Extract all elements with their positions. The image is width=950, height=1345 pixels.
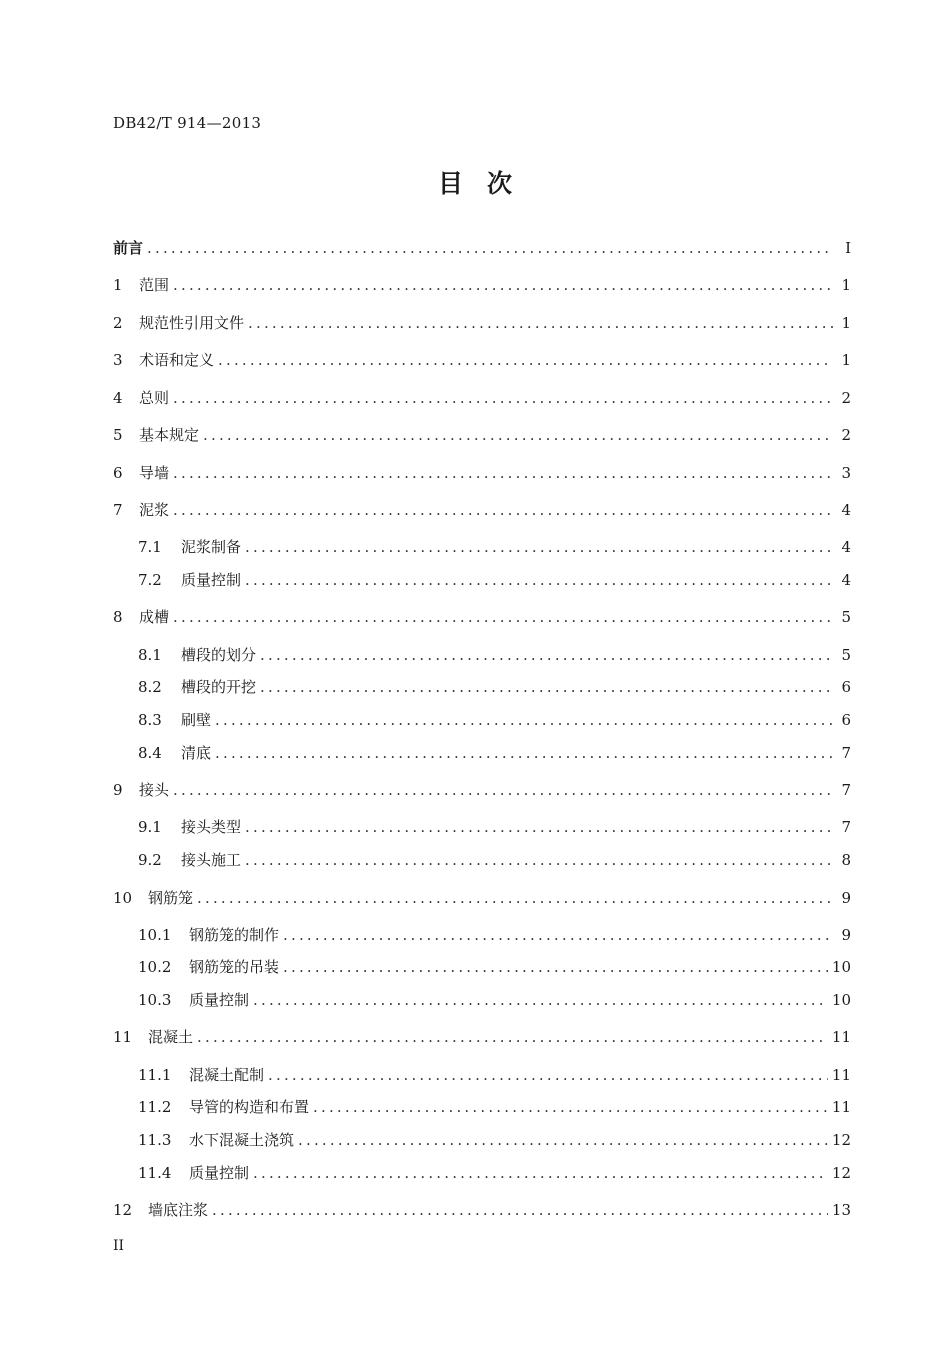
toc-entry-page: 5 xyxy=(841,608,851,626)
toc-entry-label: 混凝土配制 xyxy=(189,1066,265,1084)
toc-entry-number: 8.1 xyxy=(138,646,162,664)
toc-entry-label: 质量控制 xyxy=(189,991,250,1009)
toc-entry-number: 2 xyxy=(113,314,123,332)
toc-subentry[interactable] xyxy=(138,924,851,946)
toc-leader-dots xyxy=(173,274,833,296)
toc-entry-number: 8 xyxy=(113,608,123,626)
toc-leader-dots xyxy=(173,606,833,628)
toc-entry[interactable] xyxy=(113,387,851,409)
toc-subentry[interactable] xyxy=(138,569,851,591)
toc-leader-dots xyxy=(253,989,828,1011)
toc-subentry[interactable] xyxy=(138,1129,851,1151)
toc-entry-number: 8.3 xyxy=(138,711,162,729)
toc-entry-number: 4 xyxy=(113,389,123,407)
toc-entry-page: 6 xyxy=(841,711,851,729)
toc-entry-label: 质量控制 xyxy=(189,1164,250,1182)
toc-entry-label: 泥浆 xyxy=(139,501,170,519)
toc-entry-page: 6 xyxy=(841,678,851,696)
toc-entry-label: 导管的构造和布置 xyxy=(189,1098,310,1116)
toc-entry-label: 范围 xyxy=(139,276,170,294)
toc-entry[interactable] xyxy=(113,887,851,909)
toc-entry-label: 刷壁 xyxy=(181,711,212,729)
toc-entry-number: 11.4 xyxy=(138,1164,172,1182)
toc-entry-page: 12 xyxy=(831,1164,851,1182)
toc-entry-page: 7 xyxy=(841,781,851,799)
document-code: DB42/T 914—2013 xyxy=(113,114,262,132)
toc-entry-page: I xyxy=(845,239,851,257)
toc-entry-label: 规范性引用文件 xyxy=(139,314,245,332)
toc-entry-number: 9 xyxy=(113,781,123,799)
toc-entry[interactable] xyxy=(113,237,851,259)
toc-subentry[interactable] xyxy=(138,1096,851,1118)
toc-leader-dots xyxy=(260,644,833,666)
toc-leader-dots xyxy=(260,676,833,698)
toc-leader-dots xyxy=(253,1162,828,1184)
toc-entry-number: 11 xyxy=(113,1028,133,1046)
toc-subentry[interactable] xyxy=(138,536,851,558)
toc-entry-number: 7.2 xyxy=(138,571,162,589)
toc-leader-dots xyxy=(268,1064,828,1086)
toc-leader-dots xyxy=(313,1096,828,1118)
toc-entry-number: 7.1 xyxy=(138,538,162,556)
toc-title-char-1: 目 xyxy=(437,169,463,198)
toc-entry-number: 10.1 xyxy=(138,926,172,944)
toc-entry-label: 槽段的划分 xyxy=(181,646,257,664)
toc-leader-dots xyxy=(215,709,833,731)
toc-entry-number: 8.4 xyxy=(138,744,162,762)
toc-subentry[interactable] xyxy=(138,1064,851,1086)
toc-entry-page: 11 xyxy=(831,1028,851,1046)
toc-entry-label: 基本规定 xyxy=(139,426,200,444)
toc-leader-dots xyxy=(298,1129,828,1151)
toc-leader-dots xyxy=(173,462,833,484)
toc-leader-dots xyxy=(248,312,833,334)
toc-entry-page: 1 xyxy=(841,314,851,332)
toc-entry-label: 钢筋笼的吊装 xyxy=(189,958,280,976)
toc-entry-page: 3 xyxy=(841,464,851,482)
toc-entry-label: 成槽 xyxy=(139,608,170,626)
toc-entry-label: 导墙 xyxy=(139,464,170,482)
toc-entry-label: 接头施工 xyxy=(181,851,242,869)
toc-subentry[interactable] xyxy=(138,644,851,666)
toc-entry-number: 10.3 xyxy=(138,991,172,1009)
toc-entry-number: 10 xyxy=(113,889,133,907)
toc-subentry[interactable] xyxy=(138,742,851,764)
toc-entry-page: 9 xyxy=(841,889,851,907)
toc-entry-label: 钢筋笼的制作 xyxy=(189,926,280,944)
toc-entry-number: 12 xyxy=(113,1201,133,1219)
toc-entry-page: 2 xyxy=(841,389,851,407)
toc-entry-number: 9.1 xyxy=(138,818,162,836)
toc-entry-page: 1 xyxy=(841,276,851,294)
toc-entry-number: 10.2 xyxy=(138,958,172,976)
toc-leader-dots xyxy=(283,956,828,978)
toc-subentry[interactable] xyxy=(138,849,851,871)
toc-entry[interactable] xyxy=(113,1026,851,1048)
toc-entry-page: 5 xyxy=(841,646,851,664)
toc-entry[interactable] xyxy=(113,349,851,371)
toc-entry-label: 钢筋笼 xyxy=(148,889,194,907)
toc-entry-label: 槽段的开挖 xyxy=(181,678,257,696)
toc-entry-number: 11.2 xyxy=(138,1098,172,1116)
toc-entry-label: 泥浆制备 xyxy=(181,538,242,556)
toc-entry-number: 7 xyxy=(113,501,123,519)
toc-entry-number: 1 xyxy=(113,276,123,294)
toc-leader-dots xyxy=(215,742,833,764)
toc-leader-dots xyxy=(283,924,833,946)
toc-entry-label: 混凝土 xyxy=(148,1028,194,1046)
toc-entry-number: 9.2 xyxy=(138,851,162,869)
toc-entry-number: 3 xyxy=(113,351,123,369)
toc-leader-dots xyxy=(245,536,833,558)
toc-entry-label: 前言 xyxy=(113,239,144,257)
toc-entry[interactable] xyxy=(113,499,851,521)
page-number: II xyxy=(113,1238,125,1254)
toc-entry-page: 7 xyxy=(841,818,851,836)
toc-entry-number: 11.3 xyxy=(138,1131,172,1149)
toc-entry-page: 8 xyxy=(841,851,851,869)
toc-leader-dots xyxy=(197,1026,828,1048)
toc-entry-page: 4 xyxy=(841,501,851,519)
toc-entry-number: 6 xyxy=(113,464,123,482)
toc-entry-page: 2 xyxy=(841,426,851,444)
toc-entry[interactable] xyxy=(113,312,851,334)
toc-entry[interactable] xyxy=(113,462,851,484)
toc-leader-dots xyxy=(147,237,833,259)
toc-subentry[interactable] xyxy=(138,709,851,731)
toc-entry-label: 水下混凝土浇筑 xyxy=(189,1131,295,1149)
toc-entry-label: 总则 xyxy=(139,389,170,407)
toc-entry-label: 接头类型 xyxy=(181,818,242,836)
toc-entry-number: 11.1 xyxy=(138,1066,172,1084)
toc-entry[interactable] xyxy=(113,1199,851,1221)
toc-subentry[interactable] xyxy=(138,1162,851,1184)
toc-leader-dots xyxy=(212,1199,828,1221)
toc-entry-number: 5 xyxy=(113,426,123,444)
toc-entry-label: 接头 xyxy=(139,781,170,799)
toc-subentry[interactable] xyxy=(138,676,851,698)
toc-entry-page: 11 xyxy=(831,1066,851,1084)
toc-leader-dots xyxy=(245,816,833,838)
toc-leader-dots xyxy=(173,387,833,409)
toc-subentry[interactable] xyxy=(138,816,851,838)
toc-entry-label: 清底 xyxy=(181,744,212,762)
toc-leader-dots xyxy=(245,569,833,591)
toc-entry-page: 4 xyxy=(841,571,851,589)
toc-leader-dots xyxy=(218,349,833,371)
toc-subentry[interactable] xyxy=(138,956,851,978)
toc-entry[interactable] xyxy=(113,274,851,296)
toc-title-char-2: 次 xyxy=(487,169,513,198)
toc-leader-dots xyxy=(173,499,833,521)
toc-entry-page: 12 xyxy=(831,1131,851,1149)
toc-entry[interactable] xyxy=(113,606,851,628)
toc-entry-label: 墙底注浆 xyxy=(148,1201,209,1219)
toc-entry-page: 13 xyxy=(831,1201,851,1219)
toc-entry-page: 10 xyxy=(831,991,851,1009)
toc-entry-page: 1 xyxy=(841,351,851,369)
toc-entry-page: 9 xyxy=(841,926,851,944)
toc-entry-number: 8.2 xyxy=(138,678,162,696)
toc-entry[interactable] xyxy=(113,424,851,446)
toc-subentry[interactable] xyxy=(138,989,851,1011)
toc-entry[interactable] xyxy=(113,779,851,801)
toc-leader-dots xyxy=(245,849,833,871)
toc-leader-dots xyxy=(203,424,833,446)
toc-entry-page: 10 xyxy=(831,958,851,976)
toc-entry-label: 术语和定义 xyxy=(139,351,215,369)
toc-leader-dots xyxy=(197,887,833,909)
toc-entry-page: 11 xyxy=(831,1098,851,1116)
toc-leader-dots xyxy=(173,779,833,801)
toc-entry-page: 7 xyxy=(841,744,851,762)
toc-entry-label: 质量控制 xyxy=(181,571,242,589)
toc-entry-page: 4 xyxy=(841,538,851,556)
